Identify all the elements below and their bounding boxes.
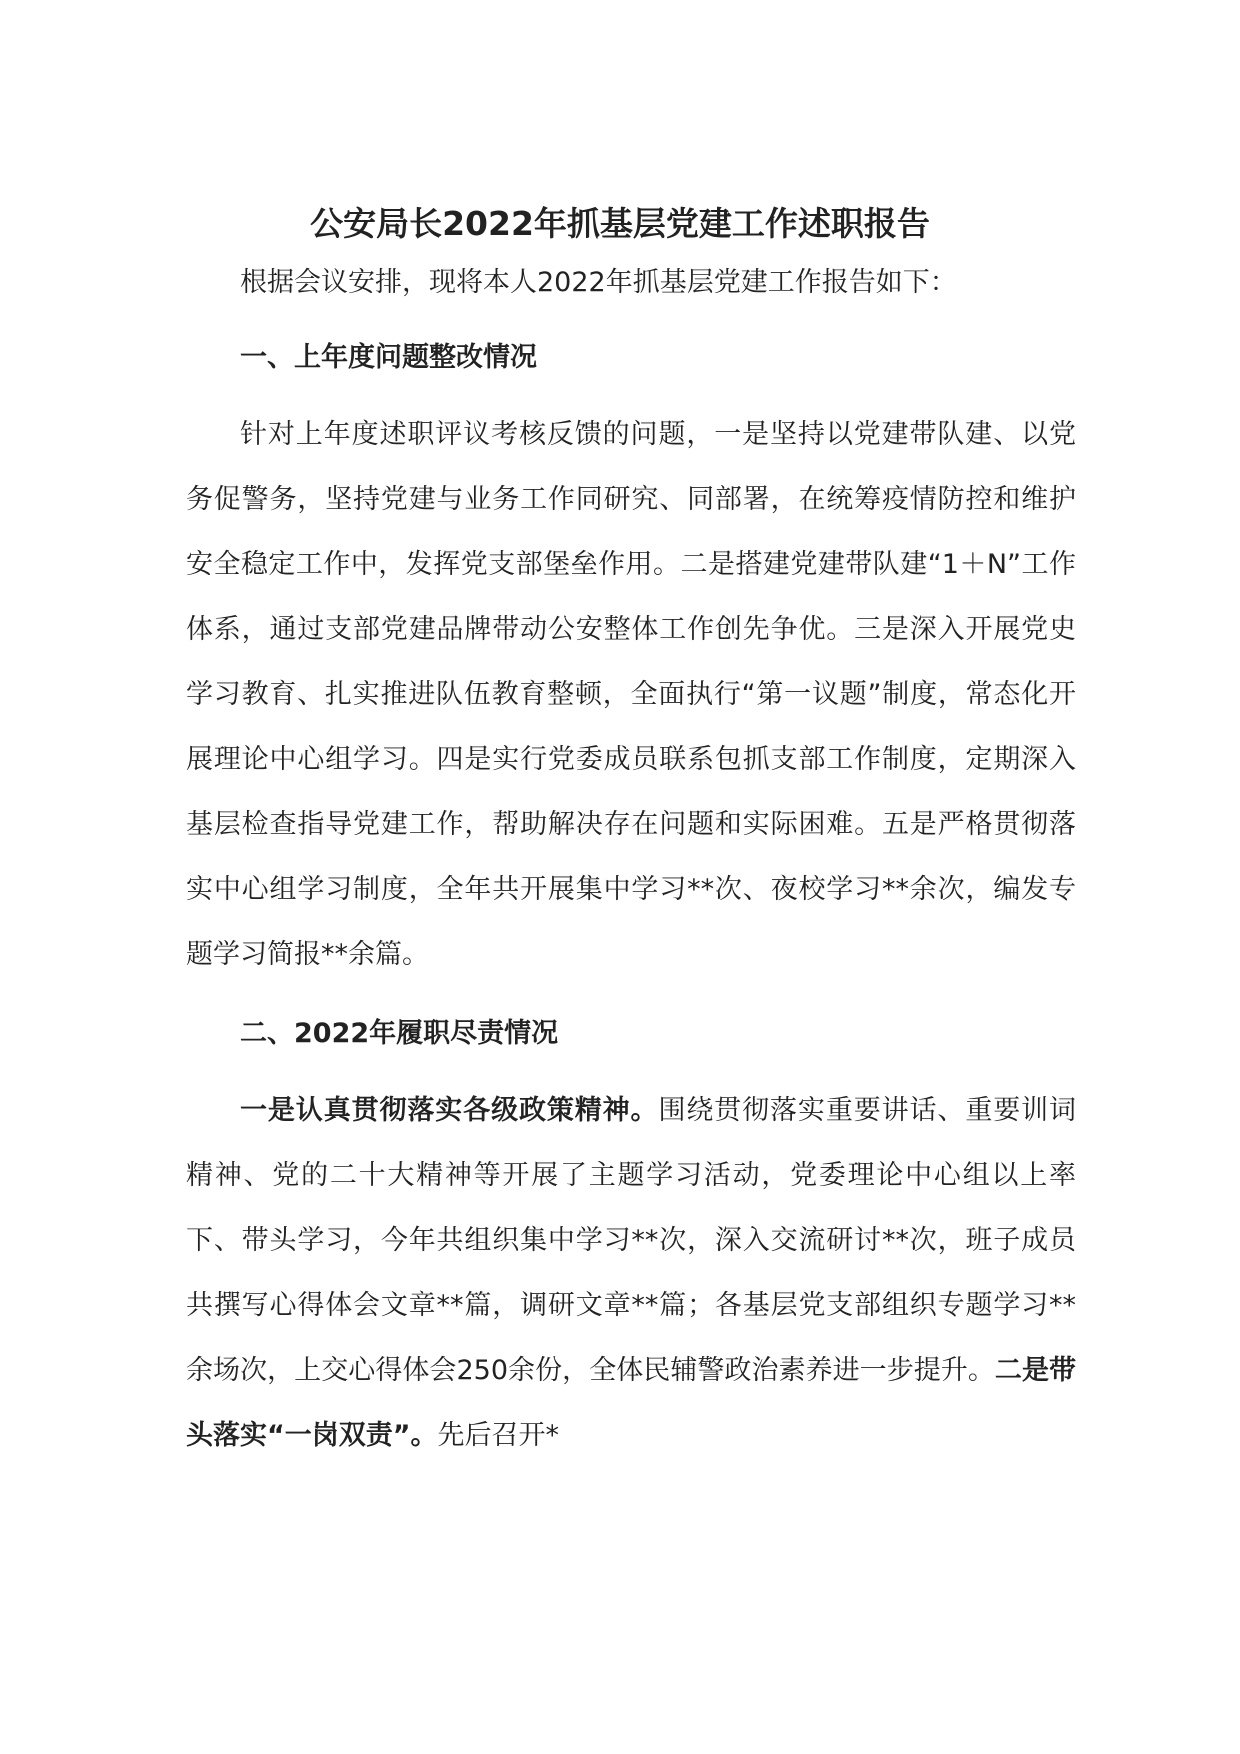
document-title: 公安局长2022年抓基层党建工作述职报告 [310,204,930,243]
section-2-text-2: 先后召开* [437,1420,559,1451]
section-2-text-1: 围绕贯彻落实重要讲话、重要训词精神、党的二十大精神等开展了主题学习活动，党委理论中心组以上率下、带头学习，今年共组织集中学习**次，深入交流研讨**次，班子成员共撰写心得体会文章**篇，调研文章**篇；各基层党支部组织专题学习**余场次，上交心得体会250余份，全体民辅警政治素养进一步提升。 [186,1095,1077,1386]
document-body [186,250,1076,1468]
section-1-paragraph: 针对上年度述职评议考核反馈的问题，一是坚持以党建带队建、以党务促警务，坚持党建与业务工作同研究、同部署，在统筹疫情防控和维护安全稳定工作中，发挥党支部堡垒作用。二是搭建党建带队建“1＋N”工作体系，通过支部党建品牌带动公安整体工作创先争优。三是深入开展党史学习教育、扎实推进队伍教育整顿，全面执行“第一议题”制度，常态化开展理论中心组学习。四是实行党委成员联系包抓支部工作制度，定期深入基层检查指导党建工作，帮助解决存在问题和实际困难。五是严格贯彻落实中心组学习制度，全年共开展集中学习**次、夜校学习**余次，编发专题学习简报**余篇。 [186,419,1076,970]
intro-paragraph: 根据会议安排，现将本人2022年抓基层党建工作报告如下： [240,267,957,298]
section-2-paragraph [186,1078,1076,1468]
section-2-heading: 二、2022年履职尽责情况 [240,1018,559,1049]
section-2-lead-2: 二是带头落实“一岗双责”。 [186,1355,1076,1451]
section-2-lead-1: 一是认真贯彻落实各级政策精神。 [240,1095,659,1126]
section-1-heading: 一、上年度问题整改情况 [240,342,537,373]
